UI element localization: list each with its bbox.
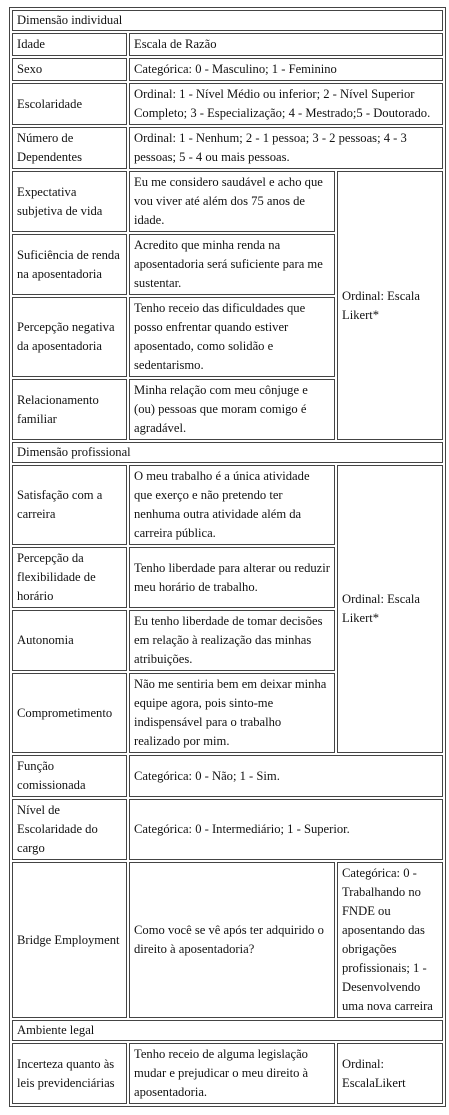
- table-row-expectativa: [12, 171, 443, 232]
- section-header-legal: Ambiente legal: [12, 1020, 443, 1041]
- item-cell: Eu me considero saudável e acho que vou viver até além dos 75 anos de idade.: [129, 171, 335, 232]
- table-row-incerteza: [12, 1043, 443, 1104]
- scale-cell: Ordinal: EscalaLikert: [337, 1043, 443, 1104]
- variable-cell: Percepção negativa da aposentadoria: [12, 297, 127, 377]
- scale-cell: Categórica: 0 - Trabalhando no FNDE ou aposentando das obrigações profissionais; 1 - Desenvolvendo uma nova carreira: [337, 862, 443, 1018]
- table-row-sexo: [12, 58, 443, 81]
- item-cell: Minha relação com meu cônjuge e (ou) pessoas que moram comigo é agradável.: [129, 379, 335, 440]
- variable-cell: Satisfação com a carreira: [12, 465, 127, 545]
- scale-cell: Categórica: 0 - Intermediário; 1 - Superior.: [129, 799, 443, 860]
- section-row-profissional: [12, 442, 443, 463]
- scale-cell: Ordinal: 1 - Nenhum; 2 - 1 pessoa; 3 - 2 pessoas; 4 - 3 pessoas; 5 - 4 ou mais pessoas.: [129, 127, 443, 169]
- table-row-bridge: [12, 862, 443, 1018]
- variable-cell: Número de Dependentes: [12, 127, 127, 169]
- item-cell: Eu tenho liberdade de tomar decisões em relação à realização das minhas atribuições.: [129, 610, 335, 671]
- scale-cell: Categórica: 0 - Masculino; 1 - Feminino: [129, 58, 443, 81]
- table-row-nivel-cargo: [12, 799, 443, 860]
- variable-cell: Função comissionada: [12, 755, 127, 797]
- variable-cell: Incerteza quanto às leis previdenciárias: [12, 1043, 127, 1104]
- variable-cell: Idade: [12, 33, 127, 56]
- variable-cell: Percepção da flexibilidade de horário: [12, 547, 127, 608]
- section-header-profissional: Dimensão profissional: [12, 442, 443, 463]
- variable-cell: Nível de Escolaridade do cargo: [12, 799, 127, 860]
- table-row-dependentes: [12, 127, 443, 169]
- item-cell: Tenho receio das dificuldades que posso enfrentar quando estiver aposentado, como solidão e sedentarismo.: [129, 297, 335, 377]
- variable-cell: Bridge Employment: [12, 862, 127, 1018]
- scale-cell-merged: Ordinal: Escala Likert*: [337, 171, 443, 440]
- section-row-individual: [12, 10, 443, 31]
- scale-cell: Ordinal: 1 - Nível Médio ou inferior; 2 - Nível Superior Completo; 3 - Especialização; 4 - Mestrado;5 - Doutorado.: [129, 83, 443, 125]
- table-row-satisfacao: [12, 465, 443, 545]
- table-row-idade: [12, 33, 443, 56]
- item-cell: Como você se vê após ter adquirido o direito à aposentadoria?: [129, 862, 335, 1018]
- variable-cell: Escolaridade: [12, 83, 127, 125]
- section-header-individual: Dimensão individual: [12, 10, 443, 31]
- table-row-funcao: [12, 755, 443, 797]
- variable-cell: Comprometimento: [12, 673, 127, 753]
- item-cell: Não me sentiria bem em deixar minha equipe agora, pois sinto-me indispensável para o trabalho realizado por mim.: [129, 673, 335, 753]
- variable-cell: Relacionamento familiar: [12, 379, 127, 440]
- variable-cell: Expectativa subjetiva de vida: [12, 171, 127, 232]
- table-row-escolaridade: [12, 83, 443, 125]
- item-cell: Tenho receio de alguma legislação mudar e prejudicar o meu direito à aposentadoria.: [129, 1043, 335, 1104]
- item-cell: Tenho liberdade para alterar ou reduzir meu horário de trabalho.: [129, 547, 335, 608]
- variables-table: [9, 7, 446, 1107]
- variable-cell: Sexo: [12, 58, 127, 81]
- scale-cell-merged: Ordinal: Escala Likert*: [337, 465, 443, 753]
- scale-cell: Escala de Razão: [129, 33, 443, 56]
- scale-cell: Categórica: 0 - Não; 1 - Sim.: [129, 755, 443, 797]
- variable-cell: Suficiência de renda na aposentadoria: [12, 234, 127, 295]
- section-row-legal: [12, 1020, 443, 1041]
- item-cell: O meu trabalho é a única atividade que exerço e não pretendo ter nenhuma outra atividade além da carreira pública.: [129, 465, 335, 545]
- item-cell: Acredito que minha renda na aposentadoria será suficiente para me sustentar.: [129, 234, 335, 295]
- variable-cell: Autonomia: [12, 610, 127, 671]
